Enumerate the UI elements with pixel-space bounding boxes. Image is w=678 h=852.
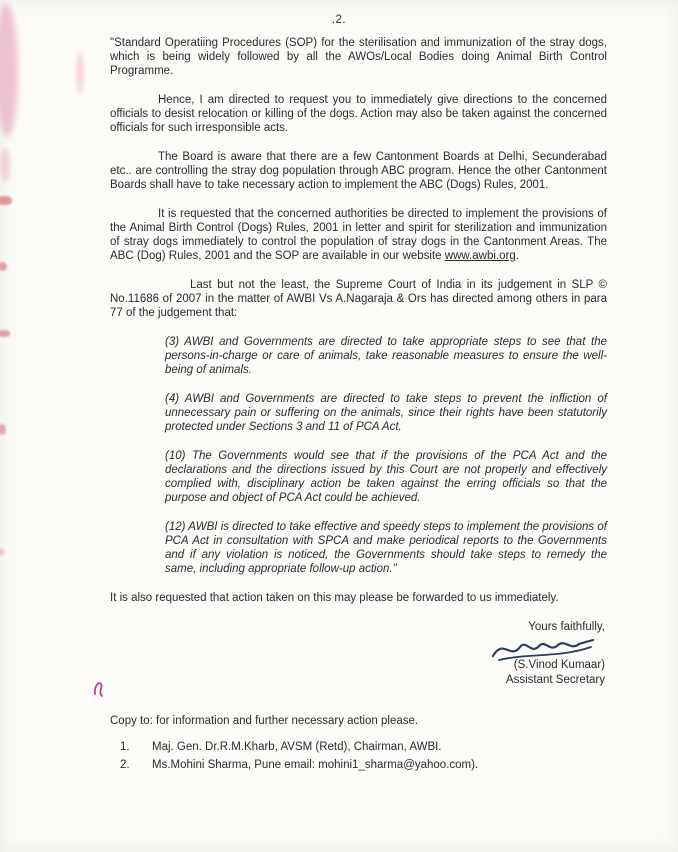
list-item [110, 740, 607, 756]
letter-body [110, 36, 607, 773]
paragraph-supreme-court: Last but not the least, the Supreme Court of India in its judgement in SLP © No.11686 of 2007 in the matter of AWBI Vs A.Nagaraja & Ors has directed among others in para 77 of the judgement that: [110, 279, 607, 319]
list-item [110, 758, 607, 774]
list-item-number: 1. [120, 741, 130, 753]
page-number: .2. [331, 14, 347, 26]
scan-pink-smudge [76, 52, 84, 94]
awbi-website-link[interactable]: www.awbi.org [444, 250, 516, 262]
paragraph-sop: "Standard Operatiing Procedures (SOP) for the sterilisation and immunization of the stray dogs, which is being widely followed by all the AWOs/Local Bodies doing Animal Birth Control Programme. [110, 37, 607, 77]
copy-to-heading: Copy to: for information and further necessary action please. [110, 715, 419, 727]
closing-title: Assistant Secretary [505, 674, 605, 686]
paragraph-action-taken: It is also requested that action taken on this may please be forwarded to us immediately. [110, 592, 559, 604]
judgement-quote-4: (4) AWBI and Governments are directed to take steps to prevent the infliction of unnecessary pain or suffering on the animals, since their rights have been statutorily protected under Sections 3 and 11 of PCA Act. [165, 393, 607, 433]
list-item-number: 2. [120, 758, 130, 771]
scan-pink-smudge [0, 548, 5, 556]
scan-red-mark [0, 262, 7, 271]
closing-block [110, 620, 605, 688]
judgement-quote-12: (12) AWBI is directed to take effective and speedy steps to implement the provisions of PCA Act in consultation with SPCA and make periodical reports to the Governments and if any violation is noticed, the Governments should take steps to remedy the same, including appropriate follow-up action." [165, 521, 607, 575]
closing-name: (S.Vinod Kumaar) [513, 659, 605, 671]
paragraph-text: It is requested that the concerned authorities be directed to implement the provisions of the Animal Birth Control (Dogs) Rules, 2001 in letter and spirit for sterilization and immunization of stray dogs immediately to control the population of stray dogs in the Cantonment Areas. The ABC (Dog) Rules, 2001 and the SOP are available in our website [110, 208, 607, 262]
judgement-quote-10: (10) The Governments would see that if the provisions of the PCA Act and the declarations and the directions issued by this Court are not properly and effectively complied with, disciplinary action be taken against the erring officials so that the purpose and object of PCA Act could be achieved. [165, 450, 607, 504]
paragraph-abc-rules [110, 207, 607, 263]
scan-red-mark [0, 330, 10, 337]
pen-mark [92, 678, 106, 698]
list-item-text: Maj. Gen. Dr.R.M.Kharb, AVSM (Retd), Chairman, AWBI. [152, 741, 442, 753]
scan-red-mark [0, 196, 12, 205]
list-item-text: Ms.Mohini Sharma, Pune email: mohini1_sharma@yahoo.com). [152, 758, 479, 771]
scan-red-mark [0, 424, 6, 435]
closing-salutation: Yours faithfully, [528, 621, 605, 633]
scan-pink-smudge [0, 148, 10, 182]
paragraph-directions: Hence, I am directed to request you to immediately give directions to the concerned officials to desist relocation or killing of the dogs. Action may also be taken against the concerned officials for such irresponsible acts. [110, 94, 607, 134]
paragraph-cantonment-boards: The Board is aware that there are a few Cantonment Boards at Delhi, Secunderabad etc.. are controlling the stray dog population through ABC program. Hence the other Cantonment Boards shall have to take necessary action to implement the ABC (Dogs) Rules, 2001. [110, 151, 607, 191]
copy-to-block [110, 714, 607, 773]
paragraph-text: . [515, 250, 519, 262]
judgement-quote-3: (3) AWBI and Governments are directed to take appropriate steps to see that the persons-in-charge or care of animals, take reasonable measures to ensure the well-being of animals. [165, 336, 607, 376]
